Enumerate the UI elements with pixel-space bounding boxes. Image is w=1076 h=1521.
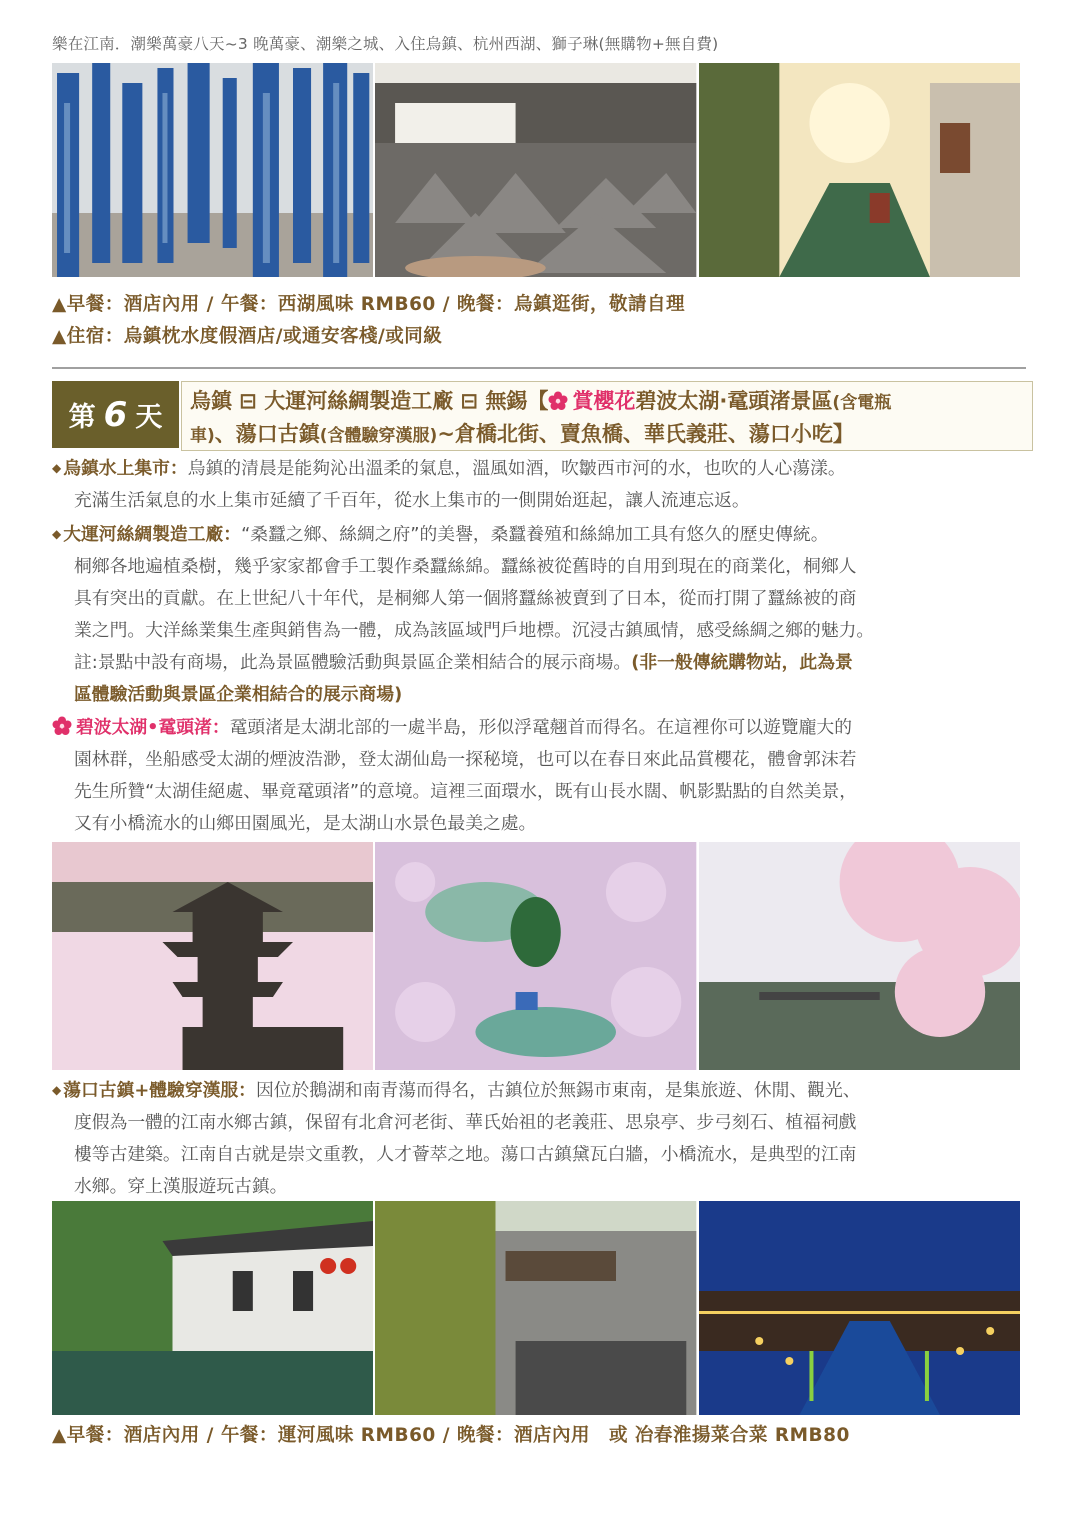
photo-canal-white-house bbox=[52, 1201, 373, 1415]
section-note: (非一般傳統購物站，此為景 bbox=[631, 652, 853, 673]
bus-icon: ⊟ bbox=[232, 389, 265, 413]
section-water-market bbox=[52, 452, 1027, 517]
section-text: 園林群，坐船感受太湖的煙波浩渺，登太湖仙島一探秘境，也可以在春日來此品賞櫻花，體會郭沫若 bbox=[74, 749, 857, 770]
cherry-blossom-icon bbox=[52, 716, 72, 736]
section-label: 烏鎮水上集市： bbox=[63, 458, 188, 479]
photo-garden-aerial bbox=[375, 842, 696, 1070]
photo-dye-vats-rooftops bbox=[375, 63, 696, 277]
section-silk-factory bbox=[52, 518, 1027, 711]
section-label: 大運河絲綢製造工廠： bbox=[63, 524, 242, 545]
title-taihu: 碧波太湖·鼋頭渚景區 bbox=[635, 389, 833, 413]
section-text: 充滿生活氣息的水上集市延續了千百年，從水上集市的一側開始逛起，讓人流連忘返。 bbox=[74, 490, 750, 511]
section-text: 烏鎮的清晨是能夠沁出溫柔的氣息，溫風如酒，吹皺西市河的水，也吹的人心蕩漾。 bbox=[187, 458, 846, 479]
section-text: 樓等古建築。江南自古就是崇文重教，人才薈萃之地。蕩口古鎮黛瓦白牆，小橋流水，是典型的江南 bbox=[74, 1144, 857, 1165]
section-text: 業之門。大洋絲業集生產與銷售為一體，成為該區域門戶地標。沉浸古鎮風情，感受絲綢之鄉的魅力。 bbox=[74, 620, 875, 641]
day-badge-suffix: 天 bbox=[135, 402, 163, 433]
photo-row-bottom bbox=[52, 1201, 1020, 1415]
diamond-bullet-icon: ◆ bbox=[52, 1083, 62, 1097]
bus-icon: ⊟ bbox=[453, 389, 486, 413]
day6-meal: ▲早餐：酒店內用 / 午餐：運河風味 RMB60 / 晚餐：酒店內用 或 冶春淮揚菜合菜 RMB80 bbox=[52, 1425, 850, 1446]
day-badge-prefix: 第 bbox=[68, 402, 96, 433]
title-streets: ~倉橋北街、賣魚橋、華氏義莊、蕩口小吃】 bbox=[437, 422, 854, 446]
photo-indigo-dye-cloth bbox=[52, 63, 373, 277]
day-title bbox=[181, 381, 1033, 451]
photo-dangkou-street bbox=[375, 1201, 696, 1415]
section-text: “桑蠶之鄉、絲綢之府”的美譽，桑蠶養殖和絲綿加工具有悠久的歷史傳統。 bbox=[241, 524, 829, 545]
section-note: 區體驗活動與景區企業相結合的展示商場) bbox=[74, 684, 403, 705]
section-text: 具有突出的貢獻。在上世紀八十年代，是桐鄉人第一個將蠶絲被賣到了日本，從而打開了蠶絲被的商 bbox=[74, 588, 857, 609]
section-text: 又有小橋流水的山鄉田園風光，是太湖山水景色最美之處。 bbox=[74, 813, 537, 834]
diamond-bullet-icon: ◆ bbox=[52, 527, 62, 541]
title-note-end: 車) bbox=[190, 426, 215, 446]
section-text: 度假為一體的江南水鄉古鎮，保留有北倉河老街、華氏始祖的老義莊、思泉亭、步弓刻石、植福祠戲 bbox=[74, 1112, 857, 1133]
section-label: 蕩口古鎮+體驗穿漢服： bbox=[63, 1080, 256, 1101]
day-badge-number: 6 bbox=[103, 394, 128, 435]
title-silk-factory: 大運河絲綢製造工廠 bbox=[264, 389, 454, 413]
page-header: 樂在江南．潮樂萬豪八天~3 晚萬豪、潮樂之城、入住烏鎮、杭州西湖、獅子琳(無購物+無自費) bbox=[52, 35, 719, 53]
title-cherry: 賞櫻花 bbox=[572, 389, 636, 413]
section-taihu bbox=[52, 712, 1027, 840]
title-note: (含電瓶 bbox=[832, 393, 892, 413]
section-text: 註:景點中設有商場，此為景區體驗活動與景區企業相結合的展示商場。 bbox=[74, 652, 632, 673]
title-wuxi: 無錫【 bbox=[485, 389, 549, 413]
photo-night-canal bbox=[699, 1201, 1020, 1415]
section-divider bbox=[52, 367, 1026, 369]
section-dangkou bbox=[52, 1074, 1027, 1203]
day-badge bbox=[52, 381, 179, 448]
photo-row-middle bbox=[52, 842, 1020, 1070]
photo-cherry-lake bbox=[699, 842, 1020, 1070]
section-text: 水鄉。穿上漢服遊玩古鎮。 bbox=[74, 1176, 288, 1197]
section-text: 先生所贊“太湖佳絕處、畢竟鼋頭渚”的意境。這裡三面環水，既有山長水闊、帆影點點的自然美景， bbox=[74, 781, 858, 802]
title-hanfu-note: (含體驗穿漢服) bbox=[319, 426, 438, 446]
section-label: 碧波太湖•鼋頭渚： bbox=[76, 717, 230, 738]
photo-row-top bbox=[52, 63, 1020, 277]
section-text: 因位於鵝湖和南青蕩而得名，古鎮位於無錫市東南，是集旅遊、休閒、觀光、 bbox=[255, 1080, 861, 1101]
title-dangkou: 、蕩口古鎮 bbox=[214, 422, 320, 446]
day5-meal: ▲早餐：酒店內用 / 午餐：西湖風味 RMB60 / 晚餐：烏鎮逛街，敬請自理 bbox=[52, 294, 685, 315]
title-wuzhen: 烏鎮 bbox=[190, 389, 232, 413]
section-text: 桐鄉各地遍植桑樹，幾乎家家都會手工製作桑蠶絲綿。蠶絲被從舊時的自用到現在的商業化，桐鄉人 bbox=[74, 556, 857, 577]
diamond-bullet-icon: ◆ bbox=[52, 461, 62, 475]
section-text: 鼋頭渚是太湖北部的一處半島，形似浮鼋翹首而得名。在這裡你可以遊覽龐大的 bbox=[229, 717, 852, 738]
photo-water-town-canal bbox=[699, 63, 1020, 277]
photo-pagoda-cherry-blossom bbox=[52, 842, 373, 1070]
cherry-blossom-icon bbox=[548, 391, 568, 411]
day5-hotel: ▲住宿：烏鎮枕水度假酒店/或通安客棧/或同級 bbox=[52, 326, 443, 347]
